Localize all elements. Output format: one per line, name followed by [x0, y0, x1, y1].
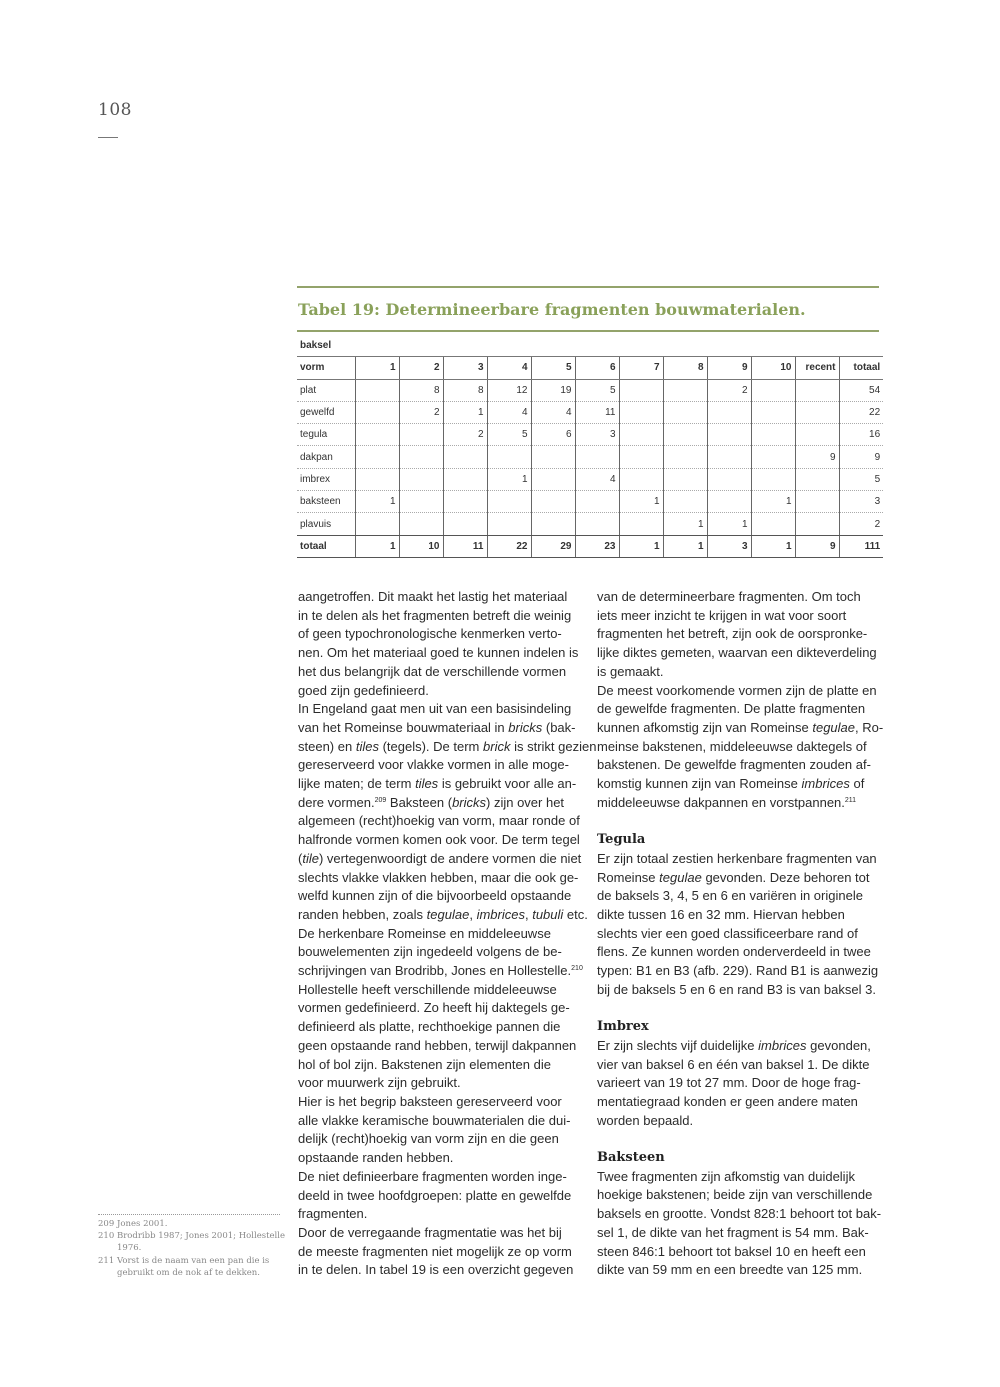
footnote-ref: 210 [571, 965, 583, 973]
table-cell [531, 491, 575, 513]
text-line: slechts vier een goed classificeerbare rand of [597, 925, 858, 941]
text-line: steen 846:1 behoort tot baksel 10 en heeft een [597, 1243, 866, 1259]
table-cell: 22 [487, 535, 531, 557]
paragraph [597, 588, 879, 682]
row-label: baksteen [297, 491, 355, 513]
table-cell: 1 [487, 468, 531, 490]
text-line: varieert van 19 tot 27 mm. Door de hoge frag- [597, 1075, 861, 1091]
table-cell: 6 [531, 424, 575, 446]
table-cell: 8 [663, 357, 707, 379]
row-label: plat [297, 379, 355, 401]
table-cell: 29 [531, 535, 575, 557]
table-cell [399, 424, 443, 446]
table-cell: 4 [487, 401, 531, 423]
text-line: deeld in twee hoofdgroepen: platte en gewelfde [298, 1187, 572, 1203]
table-cell [751, 468, 795, 490]
table-cell: 2 [839, 513, 883, 535]
text-line: goed zijn gedefinieerd. [298, 682, 429, 698]
text-line: dikte van 59 mm en een breedte van 125 mm. [597, 1262, 863, 1278]
table-cell: 9 [707, 357, 751, 379]
table-cell: 12 [487, 379, 531, 401]
text-line: nen. Om het materiaal goed te kunnen indelen is [298, 645, 579, 661]
table-title-rule [297, 330, 879, 332]
table-cell: 1 [707, 513, 751, 535]
italic-term: tile [302, 850, 319, 866]
text-line: typen: B1 en B3 (afb. 229). Rand B1 is aanwezig [597, 963, 879, 979]
text-line: vormen gedefinieerd. Zo heeft hij daktegels ge- [298, 1000, 570, 1016]
paragraph [298, 1093, 580, 1168]
table-cell [399, 468, 443, 490]
table-cell [355, 424, 399, 446]
text-line: bakstenen. De gewelfde fragmenten zouden af- [597, 757, 871, 773]
italic-term: tubuli [532, 906, 564, 922]
paragraph [298, 981, 580, 1093]
text-line: fragmenten. [298, 1206, 368, 1222]
text-line: is gemaakt. [597, 663, 664, 679]
text-line: randen hebben, zoals tegulae, imbrices, tubuli etc. [298, 906, 588, 922]
italic-term: tiles [355, 738, 379, 754]
table-cell: 2 [399, 357, 443, 379]
text-line: van het Romeinse bouwmateriaal in bricks (bak- [298, 719, 576, 735]
text-line: dikte tussen 16 en 32 mm. Hiervan hebben [597, 906, 845, 922]
paragraph [298, 1224, 580, 1280]
text-line: bouwelementen zijn ingedeeld volgens de be- [298, 944, 562, 960]
text-line: dere vormen.$^{209}$ Baksteen (bricks) zijn over het [298, 794, 565, 810]
paragraph [597, 1037, 879, 1131]
text-line: algemeen (recht)hoekig van vorm, maar ronde of [298, 813, 580, 829]
text-line: geen opstaande rand hebben, terwijl dakpannen [298, 1037, 577, 1053]
table-cell [619, 424, 663, 446]
table-cell [707, 424, 751, 446]
table-cell [751, 513, 795, 535]
table-cell [355, 379, 399, 401]
footnote [98, 1255, 278, 1279]
table-header-row [297, 357, 883, 379]
table-row [297, 513, 883, 535]
text-line: de baksels 3, 4, 5 en 6 en variëren in originele [597, 888, 863, 904]
table-cell [355, 446, 399, 468]
text-line: mentatiegraad konden er geen andere maten [597, 1093, 858, 1109]
text-line: welfd kunnen zijn of die bijvoorbeeld opstaande [298, 888, 572, 904]
table-cell [795, 424, 839, 446]
table-cell [707, 401, 751, 423]
table-cell: 9 [795, 446, 839, 468]
table-cell [751, 401, 795, 423]
text-line: (tile) vertegenwoordigt de andere vormen die niet [298, 850, 582, 866]
text-line: Er zijn slechts vijf duidelijke imbrices gevonden, [597, 1037, 871, 1053]
table-cell: 22 [839, 401, 883, 423]
italic-term: imbrices [476, 906, 525, 922]
text-line: iets meer inzicht te krijgen in wat voor soort [597, 607, 847, 623]
text-line: slechts vlakke vlakken hebben, maar die ook ge- [298, 869, 579, 885]
text-line: lijke maten; de term tiles is gebruikt voor alle an- [298, 776, 577, 792]
paragraph [597, 682, 884, 813]
table-group-header-row [297, 335, 883, 357]
table-cell: 3 [575, 424, 619, 446]
table-cell [399, 446, 443, 468]
table-cell: 7 [619, 357, 663, 379]
text-line: de gewelfde fragmenten. De platte fragmenten [597, 701, 866, 717]
table-total-row [297, 535, 883, 557]
table-cell: 19 [531, 379, 575, 401]
table-cell [663, 491, 707, 513]
italic-term: bricks [508, 719, 543, 735]
table-row [297, 379, 883, 401]
table-cell: 1 [355, 535, 399, 557]
text-line: in te delen als het fragmenten betreft die weinig [298, 607, 572, 623]
table-cell [531, 468, 575, 490]
table-cell: 1 [663, 513, 707, 535]
paragraph [597, 1168, 882, 1280]
row-label: vorm [297, 357, 355, 379]
table-cell [575, 513, 619, 535]
row-label: imbrex [297, 468, 355, 490]
text-line: De meest voorkomende vormen zijn de platte en [597, 682, 877, 698]
table-cell: 10 [399, 535, 443, 557]
text-line: meinse bakstenen, middeleeuwse daktegels of [597, 738, 867, 754]
table-cell: 5 [487, 424, 531, 446]
table-title: Tabel 19: Determineerbare fragmenten bouwmaterialen. [298, 300, 806, 319]
table-cell: 8 [399, 379, 443, 401]
table-cell: 8 [443, 379, 487, 401]
text-line: Hier is het begrip baksteen gereserveerd voor [298, 1093, 562, 1109]
italic-term: bricks [452, 794, 487, 810]
text-line: opstaande randen hebben. [298, 1150, 454, 1166]
table-cell: 1 [355, 357, 399, 379]
table-cell [751, 446, 795, 468]
table-cell: 54 [839, 379, 883, 401]
fragments-table [297, 335, 883, 558]
left-text-column [298, 588, 597, 1280]
italic-term: tiles [415, 776, 439, 792]
italic-term: brick [483, 738, 511, 754]
table-cell [795, 513, 839, 535]
table-cell: 4 [575, 468, 619, 490]
text-line: alle vlakke keramische bouwmaterialen die dui- [298, 1112, 571, 1128]
table-cell [399, 491, 443, 513]
text-line: de meeste fragmenten niet mogelijk ze op vorm [298, 1243, 572, 1259]
table-cell [487, 513, 531, 535]
table-cell [355, 513, 399, 535]
row-label: plavuis [297, 513, 355, 535]
paragraph [298, 588, 580, 700]
table-cell: 2 [443, 424, 487, 446]
table-cell: 4 [531, 401, 575, 423]
table-cell: 2 [399, 401, 443, 423]
table-cell [399, 513, 443, 535]
text-line: komstig kunnen zijn van Romeinse imbrices of [597, 776, 865, 792]
footnote-rule [98, 1214, 280, 1215]
table-cell [663, 468, 707, 490]
page-number: 108 [98, 100, 132, 120]
table-cell: 4 [487, 357, 531, 379]
text-line: voor muurwerk zijn gebruikt. [298, 1075, 461, 1091]
table-cell [619, 468, 663, 490]
row-label: tegula [297, 424, 355, 446]
table-cell [443, 446, 487, 468]
text-line: Romeinse tegulae gevonden. Deze behoren tot [597, 869, 870, 885]
table-cell [663, 401, 707, 423]
section-heading-tegula: Tegula [597, 832, 646, 848]
text-line: vier van baksel 6 en één van baksel 1. De dikte [597, 1056, 870, 1072]
section-heading-baksteen: Baksteen [597, 1150, 665, 1166]
table-cell [619, 513, 663, 535]
table-cell: 111 [839, 535, 883, 557]
table-cell [355, 468, 399, 490]
row-label: gewelfd [297, 401, 355, 423]
table-cell: 11 [443, 535, 487, 557]
footnote-number: 209 [98, 1219, 115, 1229]
table-cell: 5 [839, 468, 883, 490]
table-cell [795, 491, 839, 513]
text-line: Hollestelle heeft verschillende middeleeuwse [298, 981, 557, 997]
text-line: sel 1, de dikte van het fragment is 54 mm. Bak- [597, 1224, 869, 1240]
footnote [98, 1230, 285, 1254]
footnote-number: 211 [98, 1255, 115, 1266]
row-label: dakpan [297, 446, 355, 468]
italic-term: imbrices [801, 776, 850, 792]
paragraph [298, 700, 597, 924]
table-cell [443, 513, 487, 535]
table-cell: 1 [355, 491, 399, 513]
text-line: halfronde vormen komen ook voor. De term tegel [298, 832, 580, 848]
table-cell: 11 [575, 401, 619, 423]
text-line: De herkenbare Romeinse en middeleeuwse [298, 925, 551, 941]
table-cell [443, 468, 487, 490]
table-body [297, 335, 883, 557]
table-cell [795, 379, 839, 401]
text-line: bij de baksels 5 en 6 en rand B3 is van baksel 3. [597, 981, 876, 997]
text-line: in te delen. In tabel 19 is een overzicht gegeven [298, 1262, 574, 1278]
table-row [297, 424, 883, 446]
text-line: van de determineerbare fragmenten. Om toch [597, 589, 861, 604]
table-cell [707, 446, 751, 468]
table-cell: recent [795, 357, 839, 379]
footnote-text: Vorst is de naam van een pan die is gebruikt om de nok af te dekken. [117, 1255, 270, 1278]
table-row [297, 468, 883, 490]
table-cell: totaal [839, 357, 883, 379]
footnote-ref: 211 [844, 796, 857, 804]
text-line: baksels en grootte. Vondst 828:1 behoort tot bak- [597, 1206, 882, 1222]
table-cell: 2 [707, 379, 751, 401]
text-line: In Engeland gaat men uit van een basisindeling [298, 701, 572, 717]
text-line: Door de verregaande fragmentatie was het bij [298, 1224, 562, 1240]
table-cell: 1 [619, 535, 663, 557]
table-cell: 1 [751, 491, 795, 513]
italic-term: tegulae [426, 906, 470, 922]
text-line: middeleeuwse dakpannen en vorstpannen.$^{211}$ [597, 794, 857, 810]
table-cell: 3 [707, 535, 751, 557]
table-cell [619, 379, 663, 401]
table-cell [795, 401, 839, 423]
table-cell [575, 446, 619, 468]
text-line: steen) en tiles (tegels). De term brick is strikt gezien [298, 738, 597, 754]
table-cell [707, 468, 751, 490]
table-cell [795, 468, 839, 490]
text-line: Er zijn totaal zestien herkenbare fragmenten van [597, 850, 877, 866]
table-cell: 3 [443, 357, 487, 379]
table-cell: 9 [839, 446, 883, 468]
text-line: kunnen afkomstig zijn van Romeinse tegulae, Ro- [597, 719, 884, 735]
table-cell [663, 446, 707, 468]
text-line: schrijvingen van Brodribb, Jones en Hollestelle.$^{210}$ [298, 963, 583, 979]
paragraph [597, 850, 879, 1000]
table-cell [751, 379, 795, 401]
right-text-column [597, 588, 884, 1280]
table-row [297, 446, 883, 468]
table-cell [663, 379, 707, 401]
table-cell: 23 [575, 535, 619, 557]
table-cell [619, 401, 663, 423]
text-line: flens. Ze kunnen worden onderverdeeld in twee [597, 944, 871, 960]
table-row [297, 491, 883, 513]
italic-term: tegulae [812, 719, 856, 735]
table-cell [443, 491, 487, 513]
table-cell: 9 [795, 535, 839, 557]
text-line: De niet definieerbare fragmenten worden inge- [298, 1168, 567, 1184]
text-line: Twee fragmenten zijn afkomstig van duidelijk [597, 1168, 855, 1184]
table-cell [751, 424, 795, 446]
text-line: het dus belangrijk dat de verschillende vormen [298, 663, 567, 679]
paragraph [298, 1168, 580, 1224]
table-top-rule [297, 286, 879, 288]
footnote-text: Brodribb 1987; Jones 2001; Hollestelle 1976. [117, 1231, 285, 1254]
table-cell [531, 513, 575, 535]
table-group-header: baksel [297, 335, 883, 357]
table-cell: 3 [839, 491, 883, 513]
section-heading-imbrex: Imbrex [597, 1019, 649, 1035]
row-label: totaal [297, 535, 355, 557]
text-line: definieerd als platte, rechthoekige pannen die [298, 1019, 561, 1035]
table-cell: 1 [443, 401, 487, 423]
text-line: aangetroffen. Dit maakt het lastig het materiaal [298, 589, 568, 604]
table-cell: 10 [751, 357, 795, 379]
footnote-ref: 209 [374, 796, 387, 804]
table-cell: 5 [531, 357, 575, 379]
footnote-number: 210 [98, 1231, 115, 1242]
table-cell: 1 [619, 491, 663, 513]
italic-term: imbrices [758, 1037, 807, 1053]
table-cell: 6 [575, 357, 619, 379]
footnotes [98, 1218, 285, 1279]
text-line: delijk (recht)hoekig van vorm zijn en die geen [298, 1131, 559, 1147]
paragraph [298, 925, 583, 981]
text-line: of geen typochronologische kenmerken verto- [298, 626, 562, 642]
table-cell [487, 491, 531, 513]
text-line: gereserveerd voor vlakke vormen in alle moge- [298, 757, 569, 773]
table-cell [619, 446, 663, 468]
table-cell [663, 424, 707, 446]
page-number-rule [98, 137, 118, 138]
footnote-text: Jones 2001. [117, 1219, 168, 1229]
footnote [98, 1218, 278, 1230]
text-line: worden bepaald. [597, 1112, 694, 1128]
text-line: lijke diktes gemeten, waarvan een dikteverdeling [597, 645, 877, 661]
text-line: hol of bol zijn. Bakstenen zijn elementen die [298, 1056, 551, 1072]
table-row [297, 401, 883, 423]
table-cell [575, 491, 619, 513]
table-cell [531, 446, 575, 468]
text-line: hoekige bakstenen; beide zijn van verschillende [597, 1187, 873, 1203]
italic-term: tegulae [659, 869, 702, 885]
table-cell: 1 [751, 535, 795, 557]
table-cell: 16 [839, 424, 883, 446]
table-cell: 5 [575, 379, 619, 401]
text-line: fragmenten het betreft, zijn ook de oorspronke- [597, 626, 868, 642]
table-cell: 1 [663, 535, 707, 557]
table-cell [355, 401, 399, 423]
table-cell [707, 491, 751, 513]
table-cell [487, 446, 531, 468]
